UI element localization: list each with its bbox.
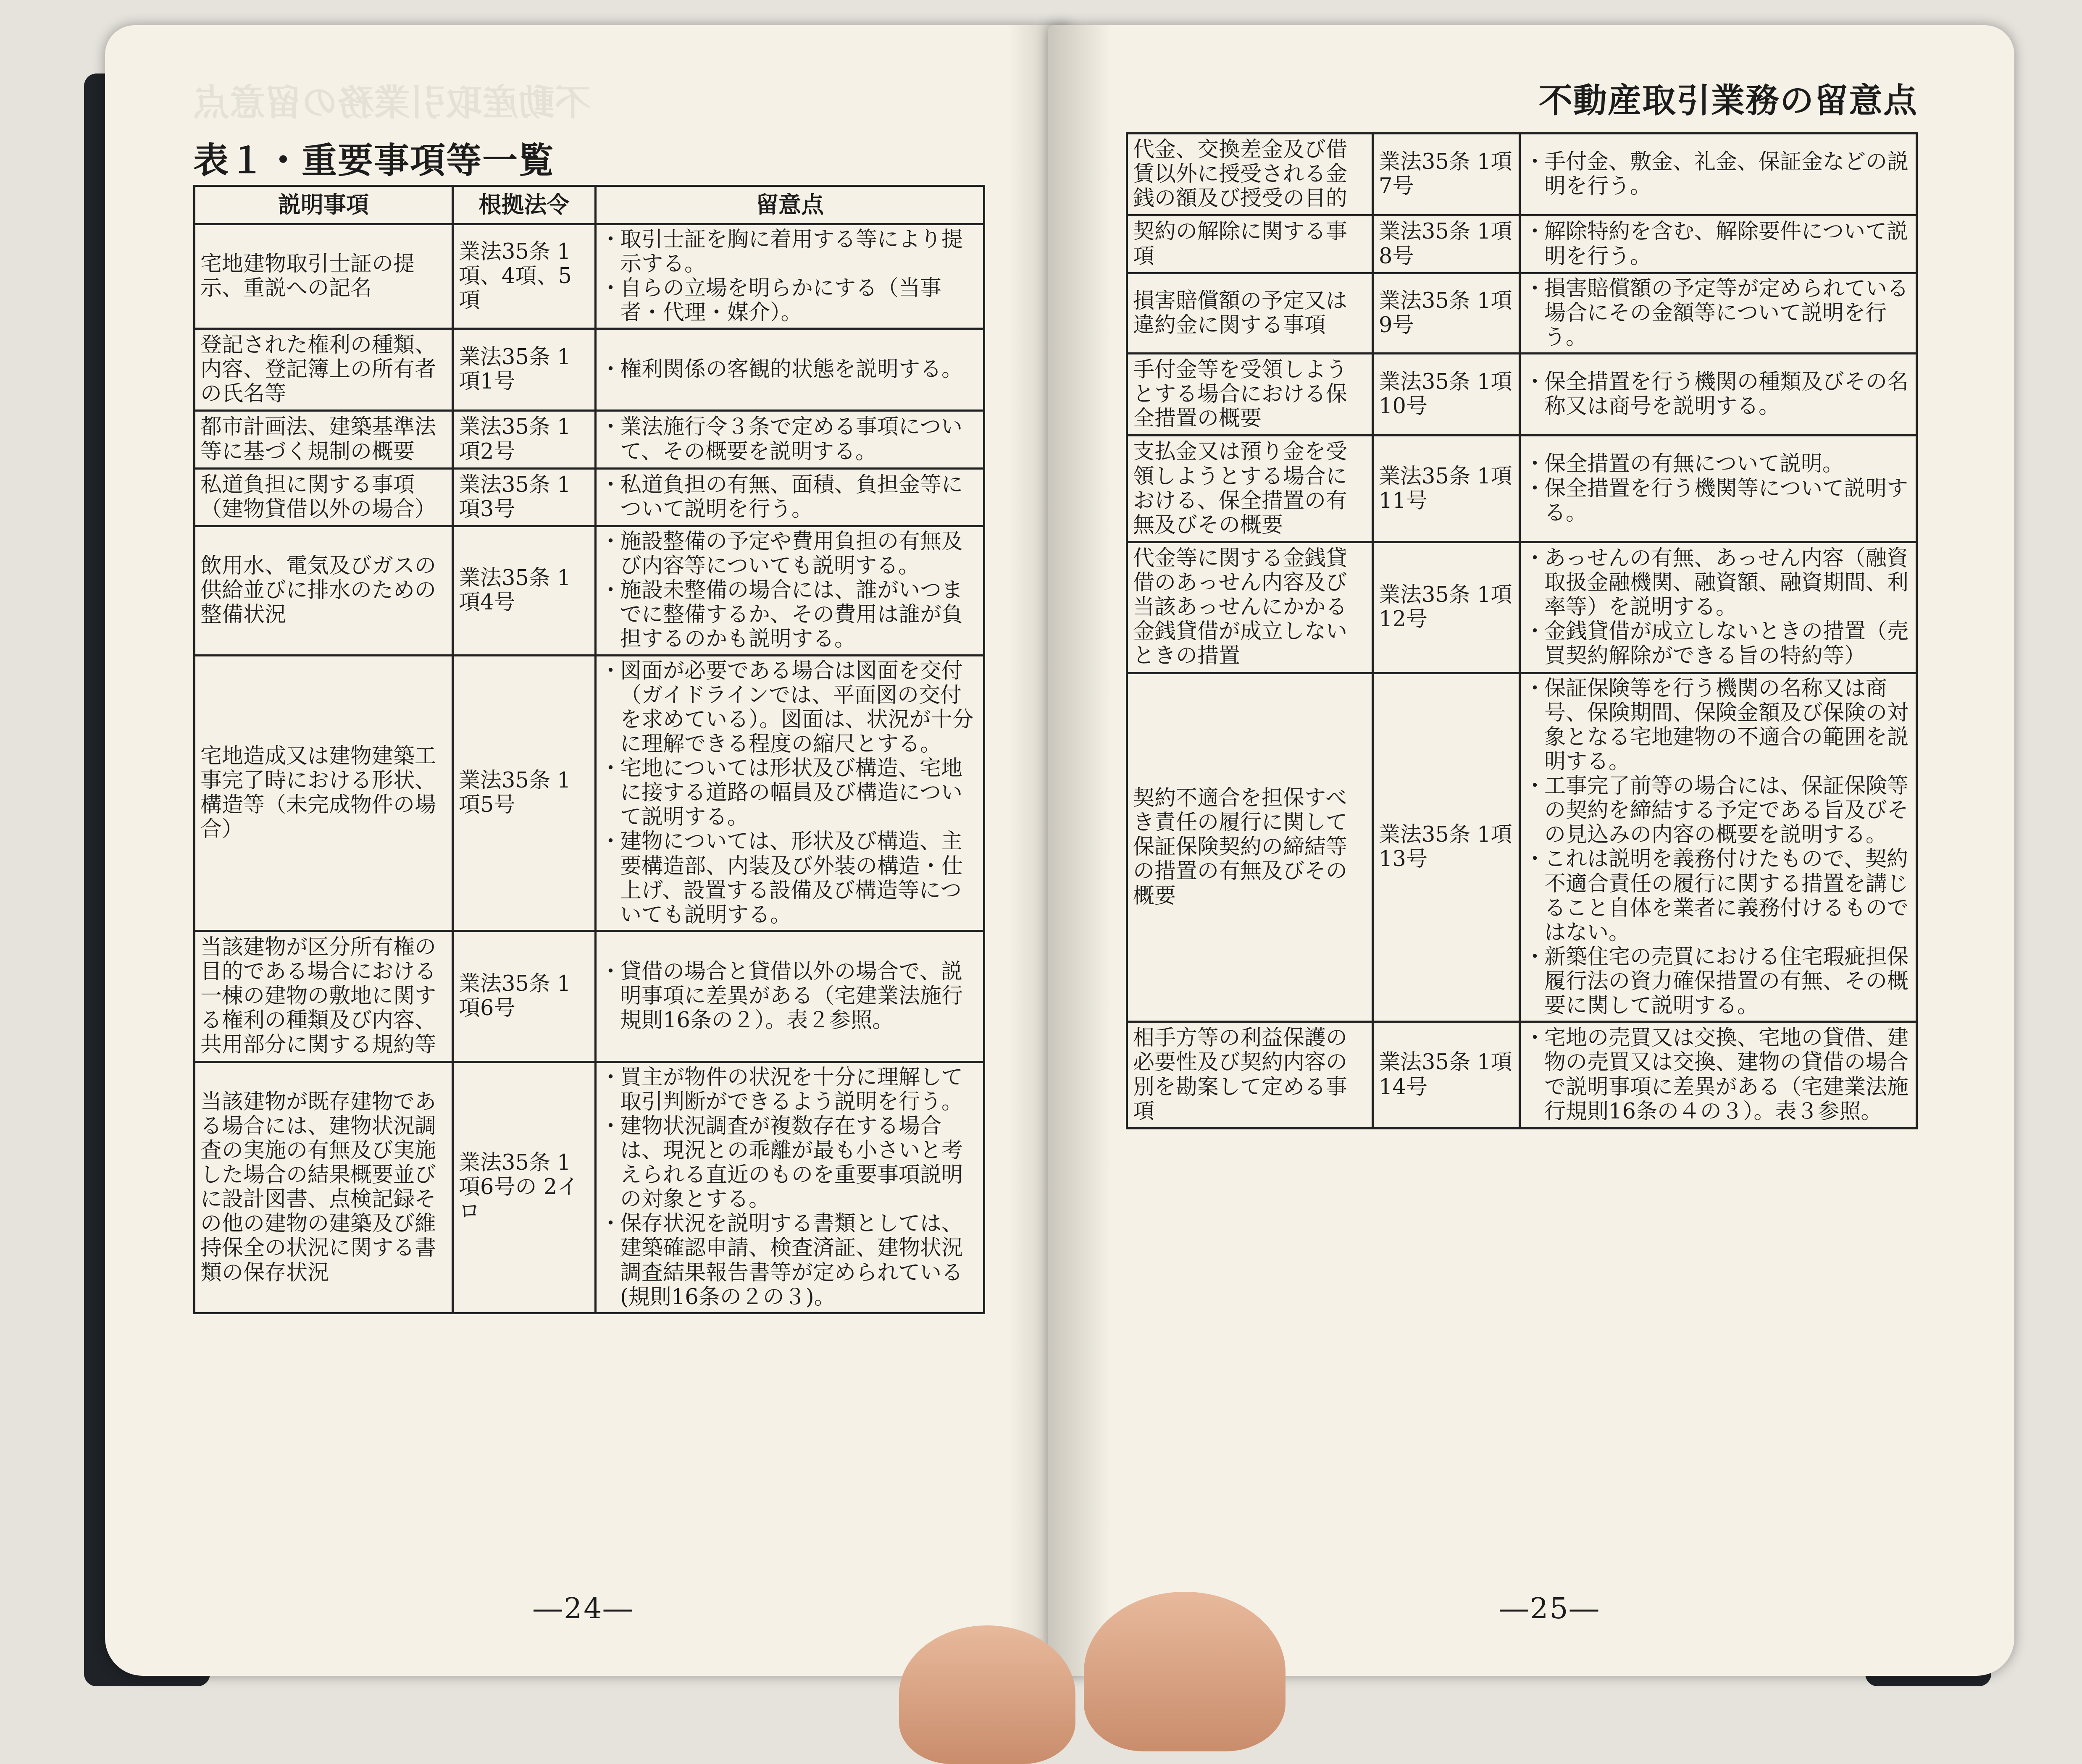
notes-cell [596, 931, 984, 1062]
table-row [1127, 1022, 1917, 1129]
note-bullet: ・ 取引士証を胸に着用する等により提示する。 [602, 228, 979, 276]
note-bullet: ・ 金銭貸借が成立しないときの措置（売買契約解除ができる旨の特約等） [1527, 620, 1911, 668]
note-bullet: ・ 私道負担の有無、面積、負担金等について説明を行う。 [602, 473, 979, 522]
notes-list [602, 659, 979, 927]
running-header: 不動産取引業務の留意点 [1539, 81, 1918, 120]
explanation-item-cell: 手付金等を受領しようとする場合における保全措置の概要 [1127, 354, 1373, 436]
right-page [1048, 25, 2014, 1676]
column-header: 説明事項 [195, 186, 453, 224]
notes-list [1527, 1026, 1911, 1124]
explanation-item-cell: 代金等に関する金銭貸借のあっせん内容及び当該あっせんにかかる金銭貸借が成立しないときの措置 [1127, 542, 1373, 673]
table-row [195, 329, 984, 411]
legal-basis-cell: 業法35条 1項6号 [453, 931, 596, 1062]
notes-cell [596, 329, 984, 411]
table-row [195, 468, 984, 526]
explanation-item-cell: 代金、交換差金及び借賃以外に授受される金銭の額及び授受の目的 [1127, 134, 1373, 215]
note-bullet: ・ 保全措置の有無について説明。 [1527, 452, 1911, 476]
note-bullet: ・ 建物状況調査が複数存在する場合は、現況との乖離が最も小さいと考えられる直近のものを重要事項説明の対象とする。 [602, 1114, 979, 1212]
note-bullet: ・ 権利関係の客観的状態を説明する。 [602, 357, 979, 382]
explanation-item-cell: 都市計画法、建築基準法等に基づく規制の概要 [195, 411, 453, 468]
notes-list [1527, 546, 1911, 669]
left-page [105, 25, 1071, 1676]
note-bullet: ・ 業法施行令３条で定める事項について、その概要を説明する。 [602, 415, 979, 464]
notes-cell [596, 655, 984, 931]
table-row [195, 655, 984, 931]
notes-cell [596, 468, 984, 526]
legal-basis-cell: 業法35条 1項7号 [1373, 134, 1520, 215]
column-header: 根拠法令 [453, 186, 596, 224]
explanation-item-cell: 相手方等の利益保護の必要性及び契約内容の別を勘案して定める事項 [1127, 1022, 1373, 1129]
notes-list [602, 228, 979, 326]
notes-list [1527, 677, 1911, 1018]
notes-cell [596, 526, 984, 655]
notes-list [602, 1066, 979, 1310]
note-bullet: ・ 保全措置を行う機関の種類及びその名称又は商号を説明する。 [1527, 370, 1911, 419]
table-row [1127, 436, 1917, 542]
note-bullet: ・ 買主が物件の状況を十分に理解して取引判断ができるよう説明を行う。 [602, 1066, 979, 1114]
note-bullet: ・ 保存状況を説明する書類としては、建築確認申請、検査済証、建物状況調査結果報告書等が定められている(規則16条の２の３)。 [602, 1212, 979, 1310]
notes-list [602, 473, 979, 522]
table-row [1127, 542, 1917, 673]
table-row [1127, 354, 1917, 436]
note-bullet: ・ 施設整備の予定や費用負担の有無及び内容等についても説明する。 [602, 530, 979, 578]
legal-basis-cell: 業法35条 1項9号 [1373, 273, 1520, 353]
notes-cell [1520, 215, 1917, 273]
page-number: ―25― [1500, 1592, 1600, 1625]
legal-basis-cell: 業法35条 1項1号 [453, 329, 596, 411]
gutter-shadow [1048, 25, 1111, 1676]
notes-list [1527, 220, 1911, 268]
legal-basis-cell: 業法35条 1項4号 [453, 526, 596, 655]
table-row [195, 224, 984, 329]
legal-basis-cell: 業法35条 1項2号 [453, 411, 596, 468]
note-bullet: ・ 宅地の売買又は交換、宅地の貸借、建物の売買又は交換、建物の貸借の場合で説明事項に差異がある（宅建業法施行規則16条の４の３）。表３参照。 [1527, 1026, 1911, 1124]
explanation-item-cell: 私道負担に関する事項（建物貸借以外の場合） [195, 468, 453, 526]
note-bullet: ・ 保全措置を行う機関等について説明する。 [1527, 477, 1911, 525]
legal-basis-cell: 業法35条 1項6号の 2イロ [453, 1062, 596, 1313]
notes-list [602, 530, 979, 652]
notes-cell [1520, 134, 1917, 215]
note-bullet: ・ あっせんの有無、あっせん内容（融資取扱金融機関、融資額、融資期間、利率等）を説明する。 [1527, 546, 1911, 620]
notes-cell [1520, 273, 1917, 353]
notes-list [1527, 452, 1911, 525]
note-bullet: ・ 損害賠償額の予定等が定められている場合にその金額等について説明を行う。 [1527, 277, 1911, 350]
legal-basis-cell: 業法35条 1項12号 [1373, 542, 1520, 673]
important-matters-table-continued [1126, 132, 1918, 1129]
table-row [1127, 134, 1917, 215]
explanation-item-cell: 損害賠償額の予定又は違約金に関する事項 [1127, 273, 1373, 353]
note-bullet: ・ これは説明を義務付けたもので、契約不適合責任の履行に関する措置を講じること自体を業者に義務付けるものではない。 [1527, 847, 1911, 945]
notes-cell [1520, 1022, 1917, 1129]
legal-basis-cell: 業法35条 1項5号 [453, 655, 596, 931]
notes-cell [596, 224, 984, 329]
notes-cell [1520, 354, 1917, 436]
note-bullet: ・ 貸借の場合と貸借以外の場合で、説明事項に差異がある（宅建業法施行規則16条の２）。表２参照。 [602, 960, 979, 1033]
notes-list [602, 357, 979, 382]
explanation-item-cell: 当該建物が既存建物である場合には、建物状況調査の実施の有無及び実施した場合の結果概要並びに設計図書、点検記録その他の建物の建築及び維持保全の状況に関する書類の保存状況 [195, 1062, 453, 1313]
table-title: 表１・重要事項等一覧 [193, 140, 555, 181]
note-bullet: ・ 解除特約を含む、解除要件について説明を行う。 [1527, 220, 1911, 268]
finger [899, 1625, 1075, 1764]
table-row [195, 931, 984, 1062]
show-through-header: 不動産取引業務の留意点 [193, 82, 591, 124]
notes-cell [596, 1062, 984, 1313]
explanation-item-cell: 支払金又は預り金を受領しようとする場合における、保全措置の有無及びその概要 [1127, 436, 1373, 542]
notes-list [1527, 150, 1911, 199]
notes-list [602, 960, 979, 1033]
legal-basis-cell: 業法35条 1項、4項、5項 [453, 224, 596, 329]
legal-basis-cell: 業法35条 1項14号 [1373, 1022, 1520, 1129]
note-bullet: ・ 図面が必要である場合は図面を交付（ガイドラインでは、平面図の交付を求めている）。図面は、状況が十分に理解できる程度の縮尺とする。 [602, 659, 979, 757]
table-row [1127, 673, 1917, 1022]
notes-cell [596, 411, 984, 468]
notes-list [602, 415, 979, 464]
explanation-item-cell: 登記された権利の種類、内容、登記簿上の所有者の氏名等 [195, 329, 453, 411]
table-row [195, 411, 984, 468]
table-row [195, 1062, 984, 1313]
column-header: 留意点 [596, 186, 984, 224]
notes-list [1527, 277, 1911, 350]
note-bullet: ・ 宅地については形状及び構造、宅地に接する道路の幅員及び構造について説明する。 [602, 756, 979, 830]
note-bullet: ・ 自らの立場を明らかにする（当事者・代理・媒介）。 [602, 276, 979, 325]
explanation-item-cell: 当該建物が区分所有権の目的である場合における一棟の建物の敷地に関する権利の種類及び内容、共用部分に関する規約等 [195, 931, 453, 1062]
notes-list [1527, 370, 1911, 419]
explanation-item-cell: 契約の解除に関する事項 [1127, 215, 1373, 273]
notes-cell [1520, 436, 1917, 542]
legal-basis-cell: 業法35条 1項11号 [1373, 436, 1520, 542]
table-row [1127, 215, 1917, 273]
page-number: ―24― [534, 1592, 634, 1625]
finger [1084, 1592, 1285, 1751]
legal-basis-cell: 業法35条 1項10号 [1373, 354, 1520, 436]
note-bullet: ・ 工事完了前等の場合には、保証保険等の契約を締結する予定である旨及びその見込みの内容の概要を説明する。 [1527, 774, 1911, 847]
table-header-row [195, 186, 984, 224]
note-bullet: ・ 施設未整備の場合には、誰がいつまでに整備するか、その費用は誰が負担するのかも説明する。 [602, 578, 979, 651]
explanation-item-cell: 宅地建物取引士証の提示、重説への記名 [195, 224, 453, 329]
note-bullet: ・ 建物については、形状及び構造、主要構造部、内装及び外装の構造・仕上げ、設置する設備及び構造等についても説明する。 [602, 830, 979, 927]
notes-cell [1520, 673, 1917, 1022]
explanation-item-cell: 宅地造成又は建物建築工事完了時における形状、構造等（未完成物件の場合） [195, 655, 453, 931]
explanation-item-cell: 契約不適合を担保すべき責任の履行に関して保証保険契約の締結等の措置の有無及びその概要 [1127, 673, 1373, 1022]
table-row [195, 526, 984, 655]
explanation-item-cell: 飲用水、電気及びガスの供給並びに排水のための整備状況 [195, 526, 453, 655]
important-matters-table [193, 185, 985, 1314]
table-row [1127, 273, 1917, 353]
legal-basis-cell: 業法35条 1項13号 [1373, 673, 1520, 1022]
note-bullet: ・ 新築住宅の売買における住宅瑕疵担保履行法の資力確保措置の有無、その概要に関して説明する。 [1527, 945, 1911, 1018]
note-bullet: ・ 保証保険等を行う機関の名称又は商号、保険期間、保険金額及び保険の対象となる宅地建物の不適合の範囲を説明する。 [1527, 677, 1911, 774]
legal-basis-cell: 業法35条 1項8号 [1373, 215, 1520, 273]
legal-basis-cell: 業法35条 1項3号 [453, 468, 596, 526]
notes-cell [1520, 542, 1917, 673]
note-bullet: ・ 手付金、敷金、礼金、保証金などの説明を行う。 [1527, 150, 1911, 199]
